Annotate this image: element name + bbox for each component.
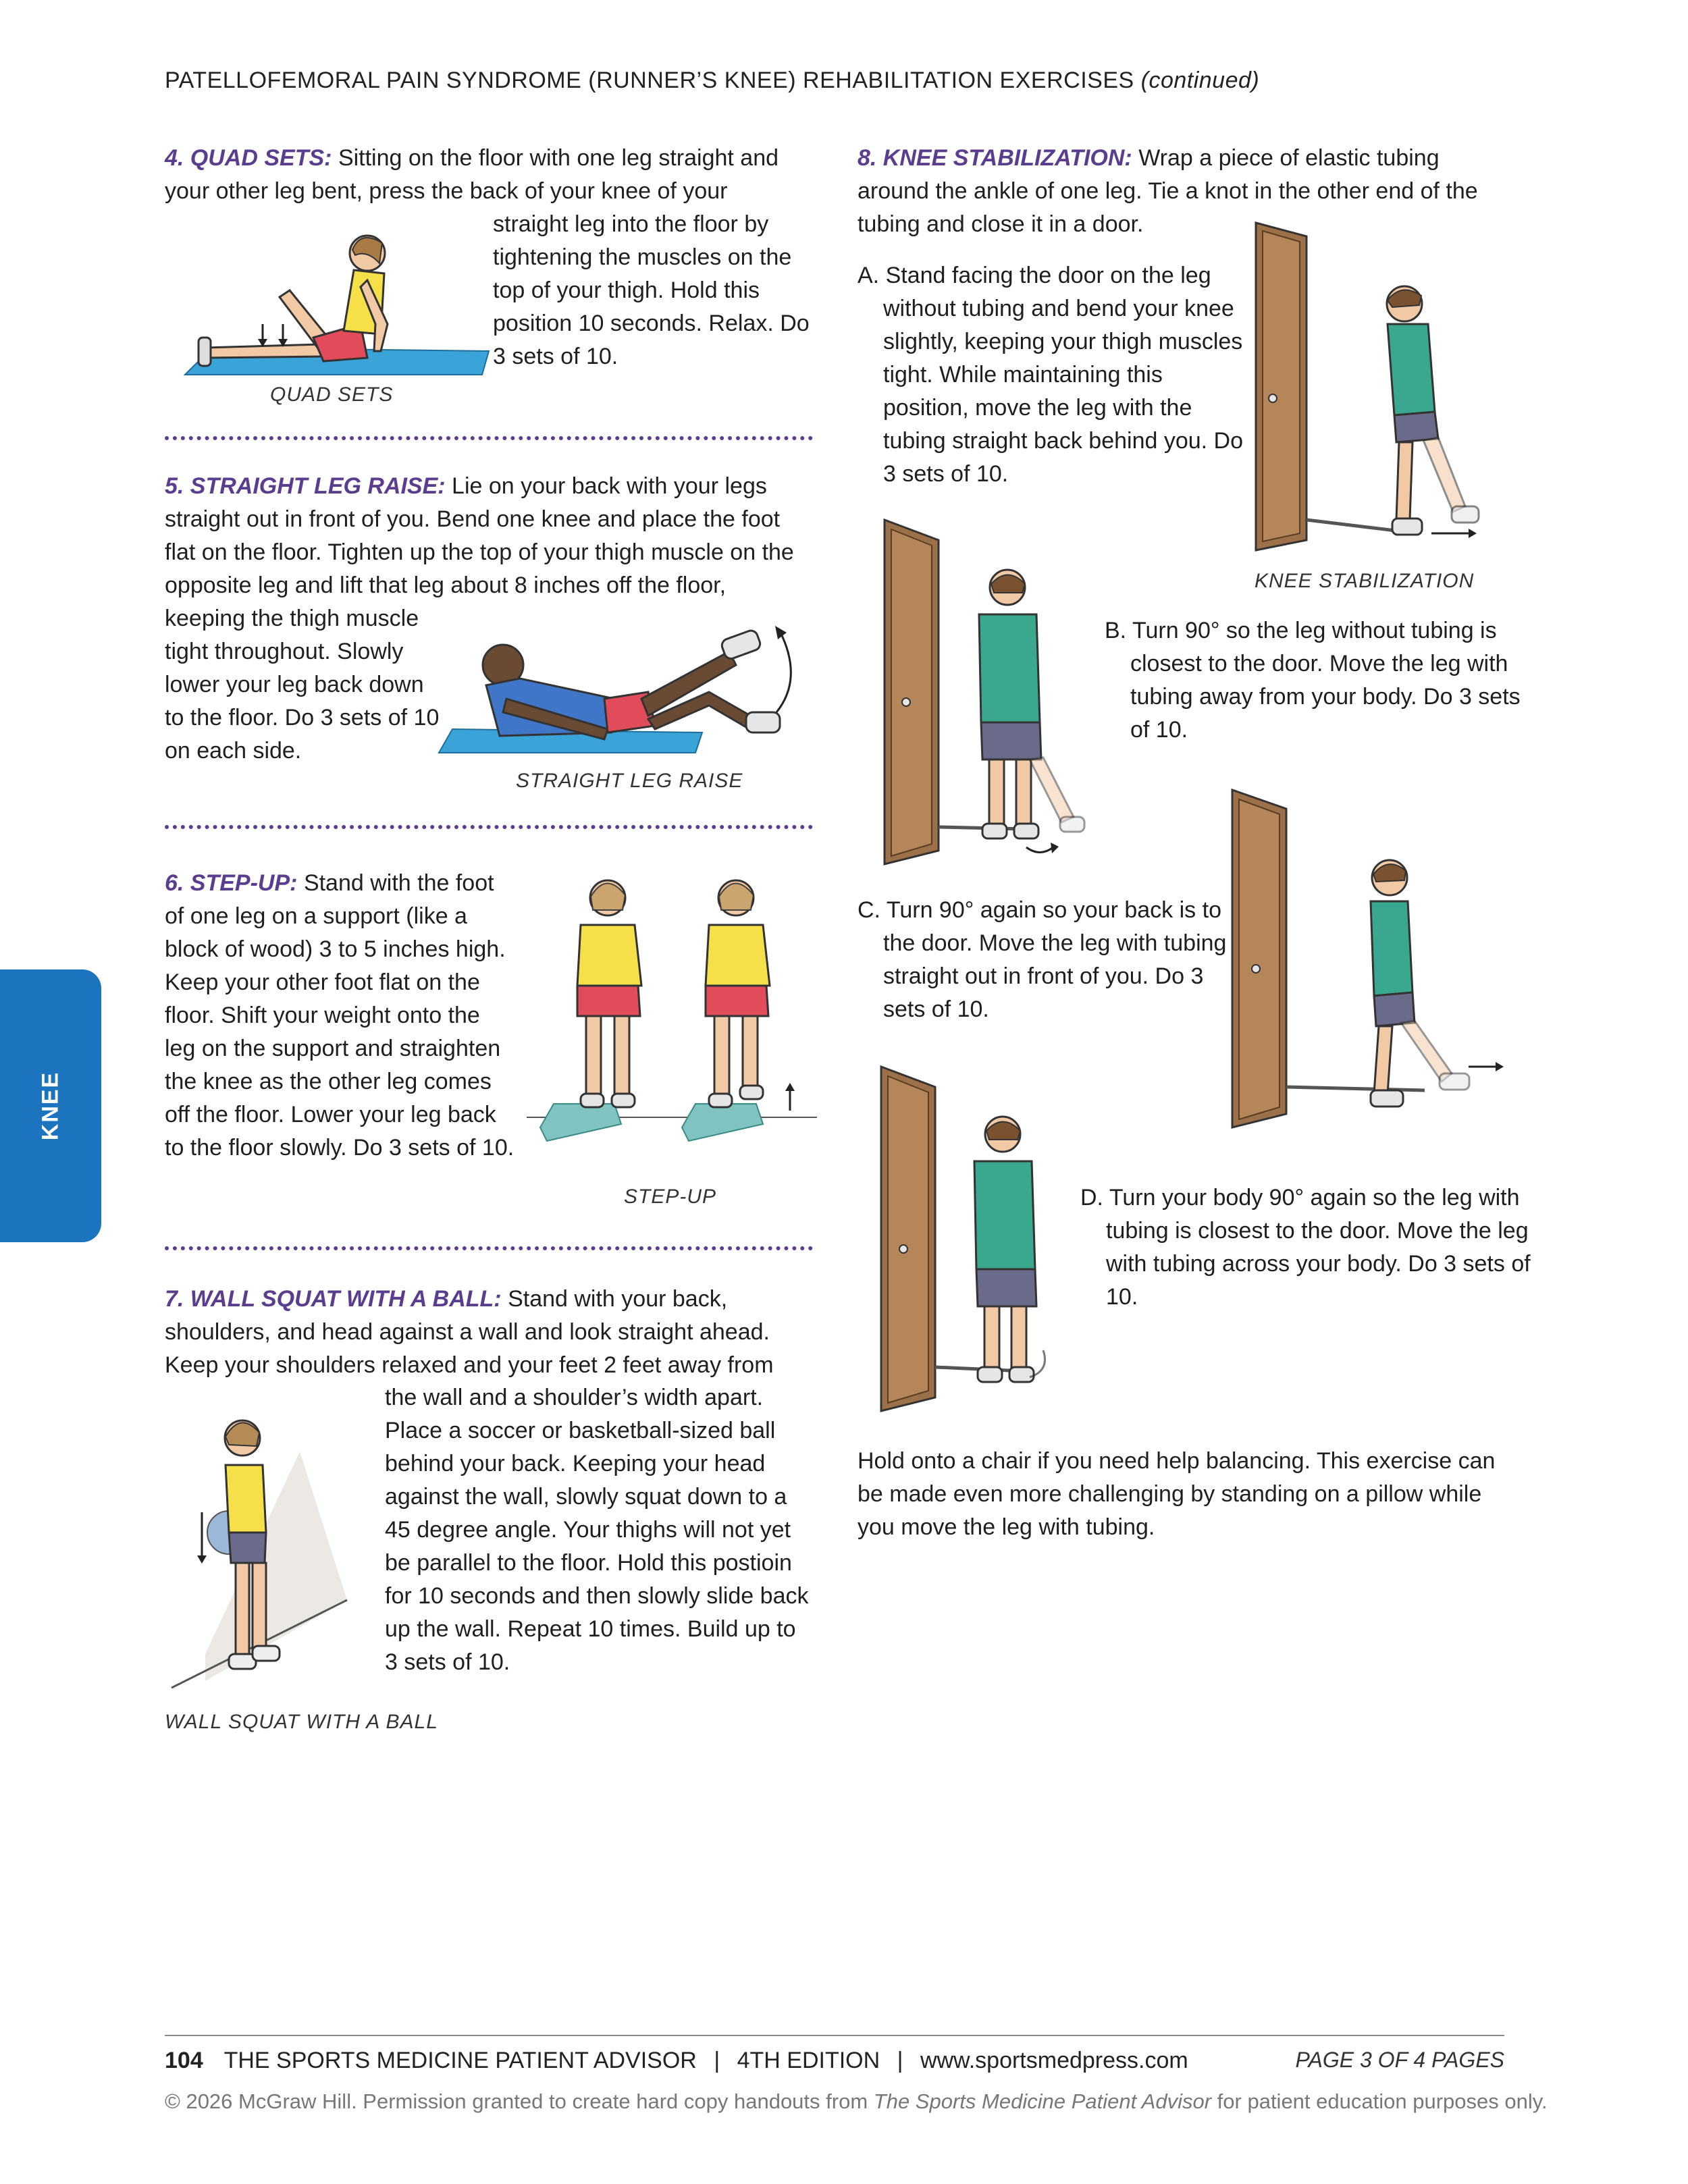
knee-stabilization-d-illustration: [858, 1067, 1080, 1418]
copyright-post: for patient education purposes only.: [1217, 2089, 1548, 2113]
step-up-caption: STEP-UP: [624, 1186, 717, 1208]
divider-dotted: [165, 436, 813, 440]
running-head: [165, 68, 1259, 94]
knee-stabilization-a-illustration: [1242, 223, 1506, 554]
knee-stabilization-c-illustration: [1202, 790, 1512, 1134]
wall-squat-illustration: [165, 1397, 381, 1695]
straight-leg-raise-side-text: keeping the thigh muscle tight throughout. Slowly lower your leg back down to the floor. Do 3 sets of 10 on each side.: [165, 606, 440, 764]
footer-url[interactable]: www.sportsmedpress.com: [920, 2048, 1188, 2073]
straight-leg-raise-caption: STRAIGHT LEG RAISE: [516, 770, 743, 792]
footer-book-title: THE SPORTS MEDICINE PATIENT ADVISOR: [223, 2048, 697, 2073]
step-up-title: 6. STEP-UP:: [165, 870, 298, 896]
copyright-book: The Sports Medicine Patient Advisor: [873, 2089, 1212, 2113]
knee-stabilization-text: Wrap a piece of elastic tubing around the ankle of one leg. Tie a knot in the other end of the tubing and close it in a door.: [858, 145, 1478, 237]
wall-squat-intro: [165, 1283, 813, 1382]
wall-squat-caption: WALL SQUAT WITH A BALL: [165, 1711, 438, 1733]
straight-leg-raise-illustration: [439, 618, 817, 763]
quad-sets-illustration: [165, 223, 489, 385]
knee-stabilization-step-c: C. Turn 90° again so your back is to the door. Move the leg with tubing straight out in front of you. Do 3 sets of 10.: [858, 897, 1227, 1022]
step-up-text: Stand with the foot of one leg on a support (like a block of wood) 3 to 5 inches high. Keep your other foot flat on the floor. Shift your weight onto the leg on the support and straighten the knee as the other leg comes off the floor. Lower your leg back to the floor slowly. Do 3 sets of 10.: [165, 870, 515, 1161]
footer-page-of: PAGE 3 OF 4 PAGES: [1295, 2048, 1504, 2072]
knee-stabilization-step-d: D. Turn your body 90° again so the leg with tubing is closest to the door. Move the leg with tubing across your body. Do 3 sets of 10.: [1080, 1185, 1531, 1310]
footer-line: [165, 2048, 1188, 2074]
knee-stabilization-note: Hold onto a chair if you need help balancing. This exercise can be made even more challenging by standing on a pillow while you move the leg with tubing.: [858, 1448, 1496, 1540]
divider-dotted: [165, 825, 813, 829]
quad-sets-title: 4. QUAD SETS:: [165, 145, 332, 171]
copyright-pre: © 2026 McGraw Hill. Permission granted to create hard copy handouts from: [165, 2089, 868, 2113]
step-up-illustration: [527, 871, 817, 1154]
footer-edition: 4TH EDITION: [737, 2048, 880, 2073]
footer-rule: [165, 2035, 1504, 2036]
header-continued: (continued): [1140, 68, 1260, 93]
footer-separator: |: [897, 2048, 903, 2073]
footer-separator: |: [714, 2048, 720, 2073]
side-tab-label: KNEE: [37, 1071, 63, 1141]
divider-dotted: [165, 1246, 813, 1250]
knee-stabilization-b-illustration: [858, 520, 1107, 871]
page-number: 104: [165, 2048, 203, 2073]
quad-sets-caption: QUAD SETS: [270, 383, 394, 406]
straight-leg-raise-title: 5. STRAIGHT LEG RAISE:: [165, 473, 446, 499]
quad-sets-intro: [165, 142, 813, 208]
quad-sets-text-top: Sitting on the floor with one leg straight and your other leg bent, press the back of your knee of your: [165, 145, 779, 204]
wall-squat-text-top: Stand with your back, shoulders, and head against a wall and look straight ahead. Keep your shoulders relaxed and your feet 2 feet away from: [165, 1286, 774, 1378]
quad-sets-side-text: straight leg into the floor by tightening the muscles on the top of your thigh. Hold this position 10 seconds. Relax. Do 3 sets of 10.: [493, 211, 810, 369]
knee-stabilization-title: 8. KNEE STABILIZATION:: [858, 145, 1132, 171]
wall-squat-side-text: the wall and a shoulder’s width apart. Place a soccer or basketball-sized ball behind your back. Keeping your head against the wall, slowly squat down to a 45 degree angle. Your thighs will not yet be parallel to the floor. Hold this postioin for 10 seconds and then slowly slide back up the wall. Repeat 10 times. Build up to 3 sets of 10.: [385, 1385, 809, 1675]
step-up-text-block: [165, 867, 516, 1165]
knee-stabilization-step-b: B. Turn 90° so the leg without tubing is closest to the door. Move the leg with tubing away from your body. Do 3 sets of 10.: [1105, 618, 1521, 743]
knee-stabilization-step-a: A. Stand facing the door on the leg without tubing and bend your knee slightly, keeping your thigh muscles tight. While maintaining this position, move the leg with the tubing straight back behind you. Do 3 sets of 10.: [858, 263, 1244, 487]
header-title: PATELLOFEMORAL PAIN SYNDROME (RUNNER’S KNEE) REHABILITATION EXERCISES: [165, 68, 1134, 93]
straight-leg-raise-text-top: Lie on your back with your legs straight out in front of you. Bend one knee and place the foot flat on the floor. Tighten up the top of your thigh muscle on the opposite leg and lift that leg about 8 inches off the floor,: [165, 473, 794, 598]
section-side-tab: [0, 969, 101, 1242]
wall-squat-title: 7. WALL SQUAT WITH A BALL:: [165, 1286, 502, 1312]
knee-stabilization-caption: KNEE STABILIZATION: [1255, 570, 1475, 592]
straight-leg-raise-intro: [165, 470, 813, 602]
copyright-line: [165, 2089, 1548, 2114]
